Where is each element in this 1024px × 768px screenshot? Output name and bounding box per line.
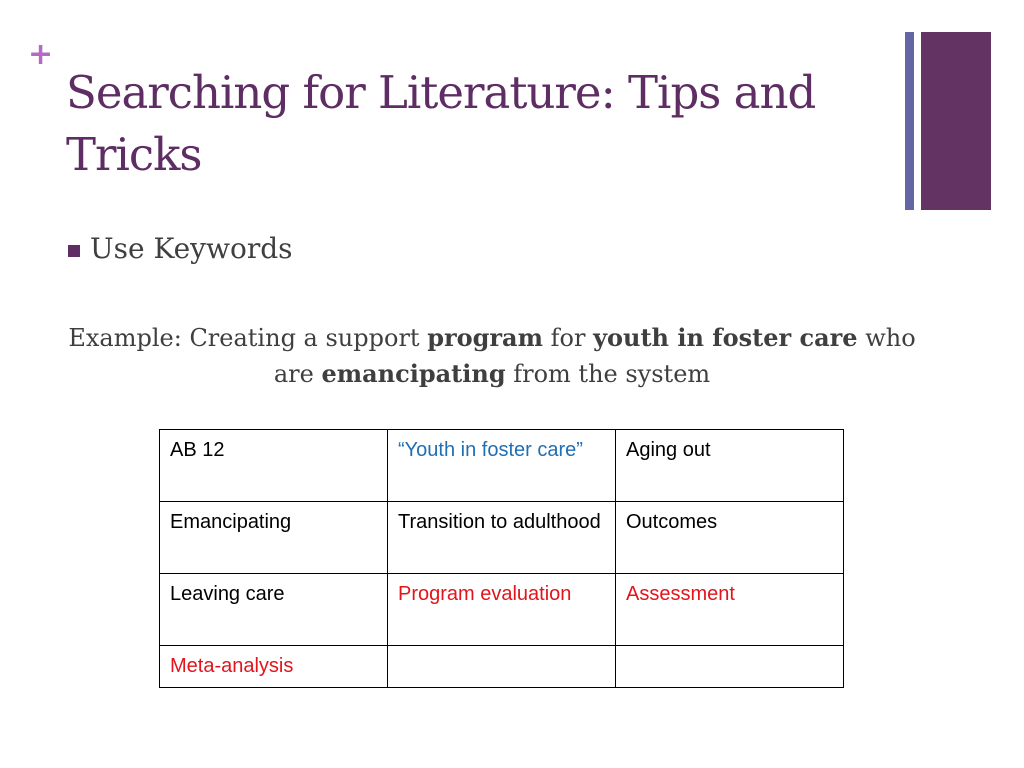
- example-connector-1: for: [543, 324, 594, 352]
- example-connector-2: who are: [273, 324, 916, 388]
- table-cell: Transition to adulthood: [388, 502, 616, 574]
- table-cell: Assessment: [616, 574, 844, 646]
- bullet-text: Use Keywords: [90, 232, 293, 265]
- square-bullet-icon: [68, 245, 80, 257]
- table-cell: Meta-analysis: [160, 646, 388, 688]
- table-row: [160, 646, 844, 688]
- keyword-program: program: [427, 323, 543, 352]
- accent-bar-thin: [905, 32, 914, 210]
- example-paragraph: [62, 320, 922, 392]
- table-cell: Leaving care: [160, 574, 388, 646]
- accent-bar-thick: [921, 32, 991, 210]
- table-cell: AB 12: [160, 430, 388, 502]
- example-prefix: Example: Creating a support: [68, 324, 428, 352]
- slide-title: Searching for Literature: Tips and Tricks: [66, 66, 816, 181]
- table-row: [160, 574, 844, 646]
- table-cell: [616, 646, 844, 688]
- keyword-table: [159, 429, 844, 688]
- table-row: [160, 430, 844, 502]
- bullet-item: [68, 232, 293, 265]
- example-suffix: from the system: [505, 360, 711, 388]
- keyword-youth: youth in foster care: [593, 323, 858, 352]
- keyword-emancipating: emancipating: [321, 359, 506, 388]
- table-cell: “Youth in foster care”: [388, 430, 616, 502]
- table-cell: [388, 646, 616, 688]
- table-row: [160, 502, 844, 574]
- plus-marker-icon: +: [28, 37, 54, 72]
- table-cell: Outcomes: [616, 502, 844, 574]
- table-cell: Emancipating: [160, 502, 388, 574]
- table-cell: Aging out: [616, 430, 844, 502]
- table-cell: Program evaluation: [388, 574, 616, 646]
